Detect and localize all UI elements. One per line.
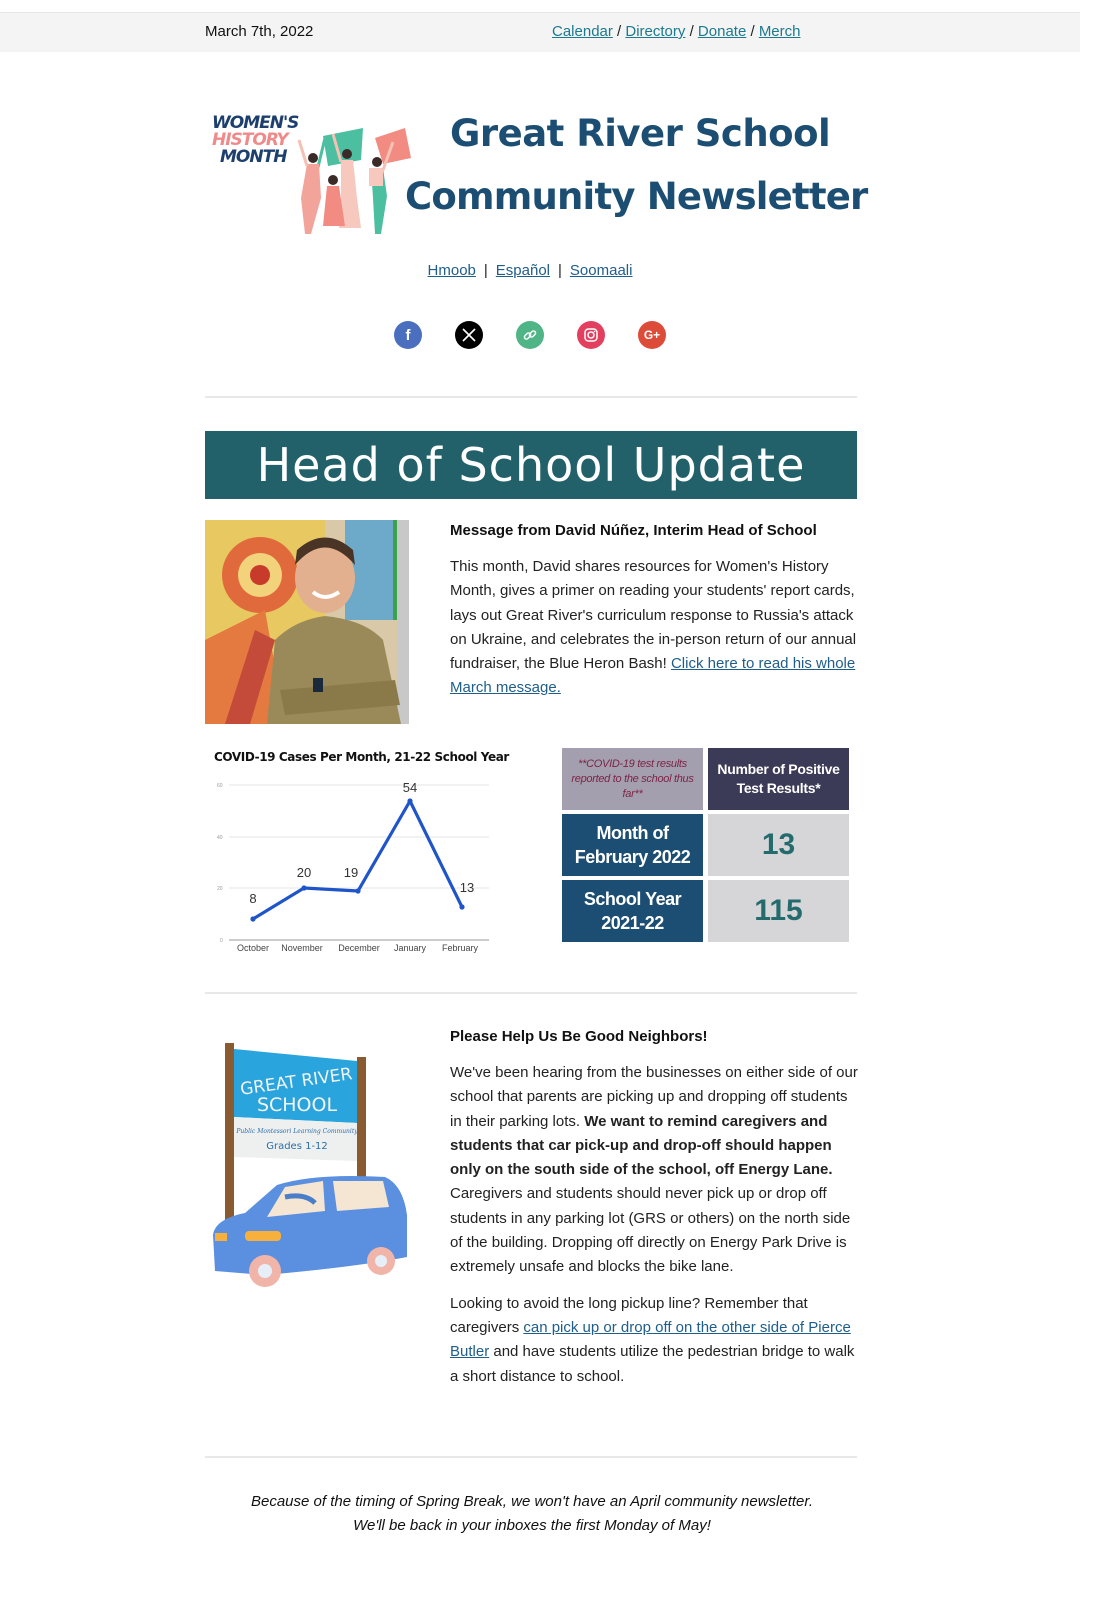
sign-line-2: SCHOOL [256,1094,338,1116]
stats-row-label-year: School Year 2021-22 [562,880,703,942]
women-marching-illustration-icon [283,118,423,236]
p2-text-start: Looking to avoid the long pickup line? Remember that caregivers [450,1294,808,1336]
link-separator: / [685,23,698,40]
section-divider [205,396,857,398]
p2-text-end: and have students utilize the pedestrian bridge to walk a short distance to school. [450,1343,855,1385]
line-chart-svg [205,745,495,960]
x-glyph-icon [462,328,476,342]
covid-stats-table [562,748,850,942]
language-hmoob-link[interactable]: Hmoob [427,262,476,279]
link-icon[interactable] [516,321,544,349]
donate-link[interactable]: Donate [697,23,747,40]
data-label-november: 20 [296,865,312,880]
x-label-january: January [393,943,427,953]
top-links [552,23,801,40]
newsletter-date: March 7th, 2022 [205,23,314,40]
camera-glyph-icon [584,328,598,342]
head-of-school-message [450,522,860,701]
p1-text-end: Caregivers and students should never pick up or drop off students in any parking lot (GRS or others) on the north side of the building. Dropping off directly on Energy Park Drive is extremely unsafe and blocks the bike lane. [450,1185,851,1276]
chain-glyph-icon [523,328,537,342]
pierce-butler-pickup-link[interactable]: can pick up or drop off on the other side of Pierce Butler [450,1318,851,1361]
david-nunez-photo[interactable] [205,520,409,724]
x-label-november: November [281,943,323,953]
facebook-icon[interactable]: f [394,321,422,349]
x-twitter-icon[interactable] [455,321,483,349]
newsletter-title-line-1: Great River School [450,112,831,155]
read-full-message-link[interactable]: Click here to read his whole March message. [450,655,856,697]
spring-break-line-1: Because of the timing of Spring Break, we won't have an April community newsletter. [250,1493,814,1510]
spring-break-line-2: We'll be back in your inboxes the first Monday of May! [353,1517,711,1534]
message-body [450,555,860,701]
chart-title: COVID-19 Cases Per Month, 21-22 School Year [214,750,509,764]
x-label-october: October [236,943,270,953]
sign-line-3: Public Montessori Learning Community [236,1128,358,1135]
language-soomaali-link[interactable]: Soomaali [569,262,633,279]
neighbors-paragraph-2 [450,1292,860,1389]
spring-break-note [0,1490,1064,1538]
language-espanol-link[interactable]: Español [495,262,551,279]
google-plus-icon[interactable]: G+ [638,321,666,349]
p1-bold-reminder: We want to remind caregivers and students that car pick-up and drop-off should happen only on the south side of the school, off Energy Lane. [450,1112,833,1179]
badge-line-3: MONTH [220,147,287,167]
top-bar [0,12,1080,52]
calendar-link[interactable]: Calendar [552,23,613,40]
merch-link[interactable]: Merch [758,23,801,40]
language-separator: | [558,262,562,279]
stats-row-value-year: 115 [708,880,849,942]
instagram-icon[interactable] [577,321,605,349]
y-tick-0: 0 [220,938,223,944]
section-banner-title: Head of School Update [205,431,857,499]
data-label-february: 13 [459,880,475,895]
y-tick-60: 60 [217,783,223,789]
x-label-december: December [338,943,380,953]
directory-link[interactable]: Directory [625,23,686,40]
x-label-february: February [441,943,479,953]
stats-header: Number of Positive Test Results* [708,748,849,810]
social-links [394,321,666,349]
neighbors-paragraph-1 [450,1061,860,1280]
stats-note: **COVID-19 test results reported to the school thus far** [562,748,703,810]
cases-line [253,801,462,919]
stats-row-value-month: 13 [708,814,849,876]
good-neighbors-article [450,1028,860,1401]
stats-row-label-month: Month of February 2022 [562,814,703,876]
data-label-december: 19 [343,865,359,880]
school-sign-car-illustration [205,1035,410,1290]
section-divider [205,992,857,994]
data-label-october: 8 [249,891,257,906]
sign-line-4: Grades 1-12 [266,1141,328,1152]
link-separator: / [746,23,759,40]
badge-line-1: WOMEN'S [212,113,299,133]
badge-line-2: HISTORY [212,130,288,150]
newsletter-header [205,100,868,240]
y-tick-40: 40 [217,835,223,841]
data-label-january: 54 [402,780,418,795]
section-divider [205,1456,857,1458]
covid-cases-chart [205,745,509,960]
language-separator: | [483,262,488,279]
p1-text-start: We've been hearing from the businesses on either side of our school that parents are picking up and dropping off students in their parking lots. [450,1064,858,1130]
message-heading: Message from David Núñez, Interim Head of School [450,522,817,539]
language-links [0,262,1060,279]
neighbors-heading: Please Help Us Be Good Neighbors! [450,1028,708,1045]
link-separator: / [612,23,626,40]
y-tick-20: 20 [217,886,223,892]
newsletter-title-line-2: Community Newsletter [405,175,868,218]
message-text: This month, David shares resources for Women's History Month, gives a primer on reading your students' report cards, lays out Great River's curriculum response to Russia's attack on Ukraine, and celebrates the in-person return of our annual fundraiser, the Blue Heron Bash! [450,558,857,673]
sign-line-1: GREAT RIVER [239,1064,354,1100]
